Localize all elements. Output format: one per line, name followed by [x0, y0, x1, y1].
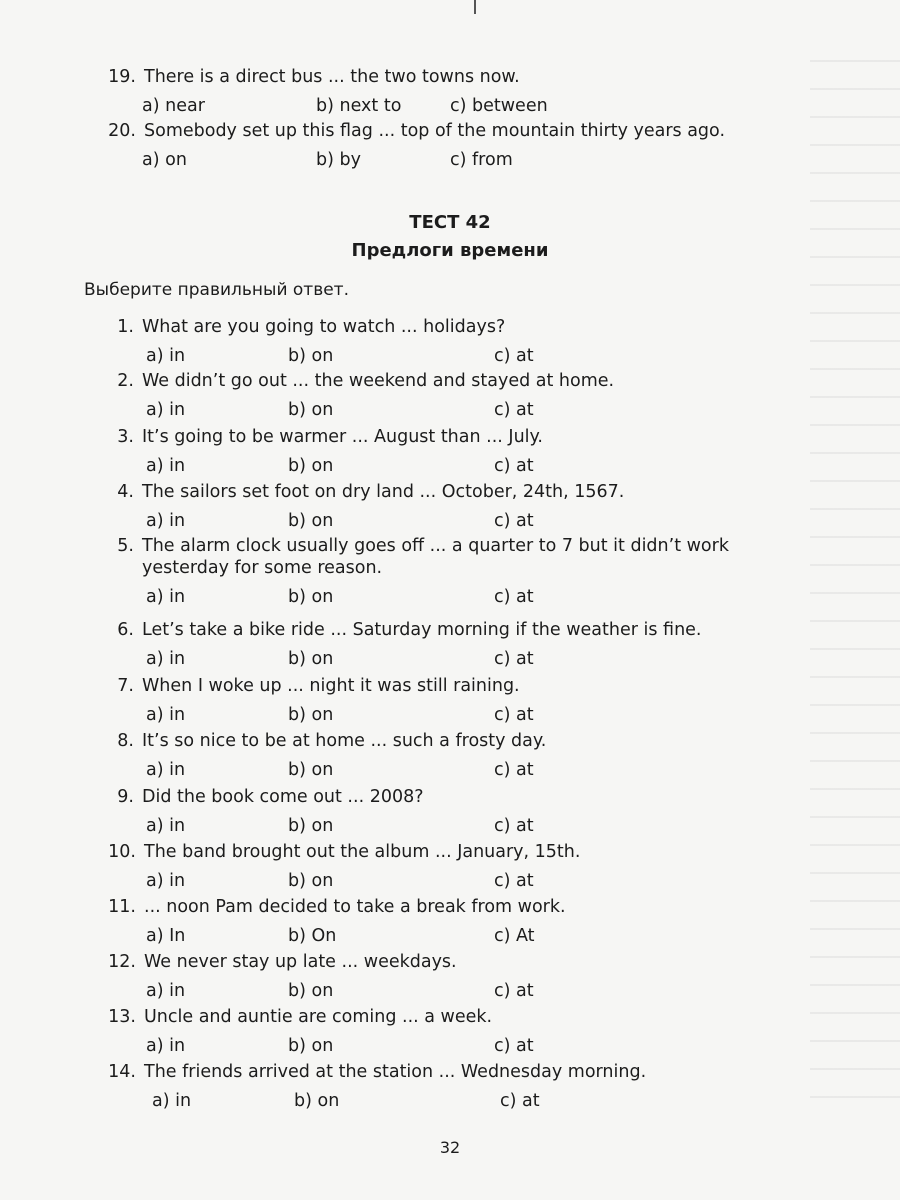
question-number: 14. — [108, 1062, 136, 1082]
test-title: ТЕСТ 42 — [409, 212, 491, 233]
answer-options — [112, 758, 546, 782]
answer-option-b[interactable]: b) on — [288, 456, 334, 476]
question-item — [112, 426, 543, 478]
answer-option-c[interactable]: c) from — [450, 150, 513, 170]
answer-option-c[interactable]: c) at — [494, 705, 534, 725]
answer-option-a[interactable]: a) in — [146, 816, 186, 836]
answer-option-a[interactable]: a) in — [146, 1036, 186, 1056]
answer-options — [112, 509, 624, 533]
answer-option-c[interactable]: c) between — [450, 96, 548, 116]
answer-option-a[interactable]: a) In — [146, 926, 186, 946]
answer-options — [112, 814, 534, 838]
question-text: yesterday for some reason. — [142, 558, 383, 578]
instruction: Выберите правильный ответ. — [84, 280, 349, 300]
question-text: When I woke up ... night it was still raining. — [142, 676, 520, 696]
answer-option-b[interactable]: b) On — [288, 926, 337, 946]
answer-options — [112, 703, 534, 727]
question-item — [112, 675, 534, 727]
answer-option-b[interactable]: b) on — [294, 1091, 340, 1111]
answer-option-a[interactable]: a) near — [142, 96, 205, 116]
answer-option-b[interactable]: b) by — [316, 150, 361, 170]
answer-option-a[interactable]: a) in — [146, 456, 186, 476]
question-number: 8. — [117, 731, 134, 751]
question-text: The band brought out the album ... January, 15th. — [144, 842, 581, 862]
answer-option-c[interactable]: c) at — [500, 1091, 540, 1111]
question-number: 3. — [117, 427, 134, 447]
question-number: 13. — [108, 1007, 136, 1027]
answer-option-b[interactable]: b) on — [288, 816, 334, 836]
answer-option-b[interactable]: b) on — [288, 649, 334, 669]
answer-options — [104, 94, 548, 118]
answer-option-c[interactable]: c) at — [494, 1036, 534, 1056]
answer-option-b[interactable]: b) on — [288, 511, 334, 531]
question-text: The friends arrived at the station ... Wednesday morning. — [144, 1062, 647, 1082]
answer-option-b[interactable]: b) on — [288, 400, 334, 420]
question-number: 5. — [117, 536, 134, 556]
question-item — [104, 66, 548, 118]
answer-options — [104, 869, 580, 893]
question-text: Somebody set up this flag ... top of the mountain thirty years ago. — [144, 121, 726, 141]
answer-options — [104, 1034, 534, 1058]
question-item — [104, 120, 725, 172]
answer-option-c[interactable]: c) at — [494, 871, 534, 891]
test-subtitle: Предлоги времени — [351, 240, 549, 261]
answer-option-b[interactable]: b) on — [288, 760, 334, 780]
question-item — [112, 535, 729, 609]
answer-option-b[interactable]: b) next to — [316, 96, 402, 116]
question-item — [112, 370, 614, 422]
question-item — [112, 619, 702, 671]
answer-options — [112, 647, 702, 671]
answer-options — [112, 398, 614, 422]
question-number: 10. — [108, 842, 136, 862]
answer-option-a[interactable]: a) in — [146, 760, 186, 780]
question-item — [112, 786, 534, 838]
question-text: ... noon Pam decided to take a break from work. — [144, 897, 566, 917]
answer-option-c[interactable]: c) At — [494, 926, 535, 946]
question-text: What are you going to watch ... holidays? — [142, 317, 506, 337]
question-number: 19. — [108, 67, 136, 87]
question-number: 7. — [117, 676, 134, 696]
answer-options — [112, 454, 543, 478]
question-text: There is a direct bus ... the two towns now. — [144, 67, 520, 87]
answer-option-a[interactable]: a) in — [152, 1091, 192, 1111]
answer-option-c[interactable]: c) at — [494, 456, 534, 476]
answer-option-a[interactable]: a) in — [146, 511, 186, 531]
answer-option-c[interactable]: c) at — [494, 346, 534, 366]
answer-option-c[interactable]: c) at — [494, 400, 534, 420]
answer-option-a[interactable]: a) in — [146, 346, 186, 366]
question-text: Uncle and auntie are coming ... a week. — [144, 1007, 493, 1027]
answer-option-a[interactable]: a) in — [146, 587, 186, 607]
answer-option-c[interactable]: c) at — [494, 981, 534, 1001]
answer-option-c[interactable]: c) at — [494, 649, 534, 669]
question-number: 20. — [108, 121, 136, 141]
question-number: 6. — [117, 620, 134, 640]
question-text: It’s going to be warmer ... August than ... July. — [142, 427, 543, 447]
question-text: Let’s take a bike ride ... Saturday morning if the weather is fine. — [142, 620, 702, 640]
answer-option-b[interactable]: b) on — [288, 587, 334, 607]
answer-option-c[interactable]: c) at — [494, 760, 534, 780]
answer-option-c[interactable]: c) at — [494, 511, 534, 531]
question-item — [104, 1061, 646, 1113]
answer-options — [112, 344, 534, 368]
answer-option-c[interactable]: c) at — [494, 816, 534, 836]
question-text: It’s so nice to be at home ... such a frosty day. — [142, 731, 547, 751]
answer-options — [104, 924, 566, 948]
answer-option-a[interactable]: a) on — [142, 150, 187, 170]
question-item — [104, 841, 580, 893]
question-text: The alarm clock usually goes off ... a quarter to 7 but it didn’t work — [142, 536, 729, 556]
question-text: The sailors set foot on dry land ... October, 24th, 1567. — [142, 482, 625, 502]
page-number: 32 — [439, 1138, 461, 1157]
answer-options — [112, 585, 729, 609]
question-number: 2. — [117, 371, 134, 391]
answer-option-b[interactable]: b) on — [288, 1036, 334, 1056]
question-item — [104, 896, 566, 948]
answer-option-a[interactable]: a) in — [146, 649, 186, 669]
answer-options — [104, 1089, 646, 1113]
question-number: 11. — [108, 897, 136, 917]
question-text: We didn’t go out ... the weekend and stayed at home. — [142, 371, 615, 391]
question-number: 4. — [117, 482, 134, 502]
question-item — [104, 1006, 534, 1058]
question-item — [112, 481, 624, 533]
question-item — [104, 951, 534, 1003]
answer-option-a[interactable]: a) in — [146, 871, 186, 891]
question-number: 12. — [108, 952, 136, 972]
question-text: We never stay up late ... weekdays. — [144, 952, 457, 972]
answer-option-b[interactable]: b) on — [288, 871, 334, 891]
answer-option-a[interactable]: a) in — [146, 981, 186, 1001]
answer-option-a[interactable]: a) in — [146, 705, 186, 725]
question-number: 1. — [117, 317, 134, 337]
answer-option-b[interactable]: b) on — [288, 346, 334, 366]
answer-option-a[interactable]: a) in — [146, 400, 186, 420]
answer-options — [104, 979, 534, 1003]
answer-options — [104, 148, 725, 172]
top-crop-mark — [474, 0, 476, 14]
question-text: Did the book come out ... 2008? — [142, 787, 424, 807]
answer-option-b[interactable]: b) on — [288, 981, 334, 1001]
answer-option-c[interactable]: c) at — [494, 587, 534, 607]
question-number: 9. — [117, 787, 134, 807]
question-item — [112, 730, 546, 782]
question-item — [112, 316, 534, 368]
answer-option-b[interactable]: b) on — [288, 705, 334, 725]
